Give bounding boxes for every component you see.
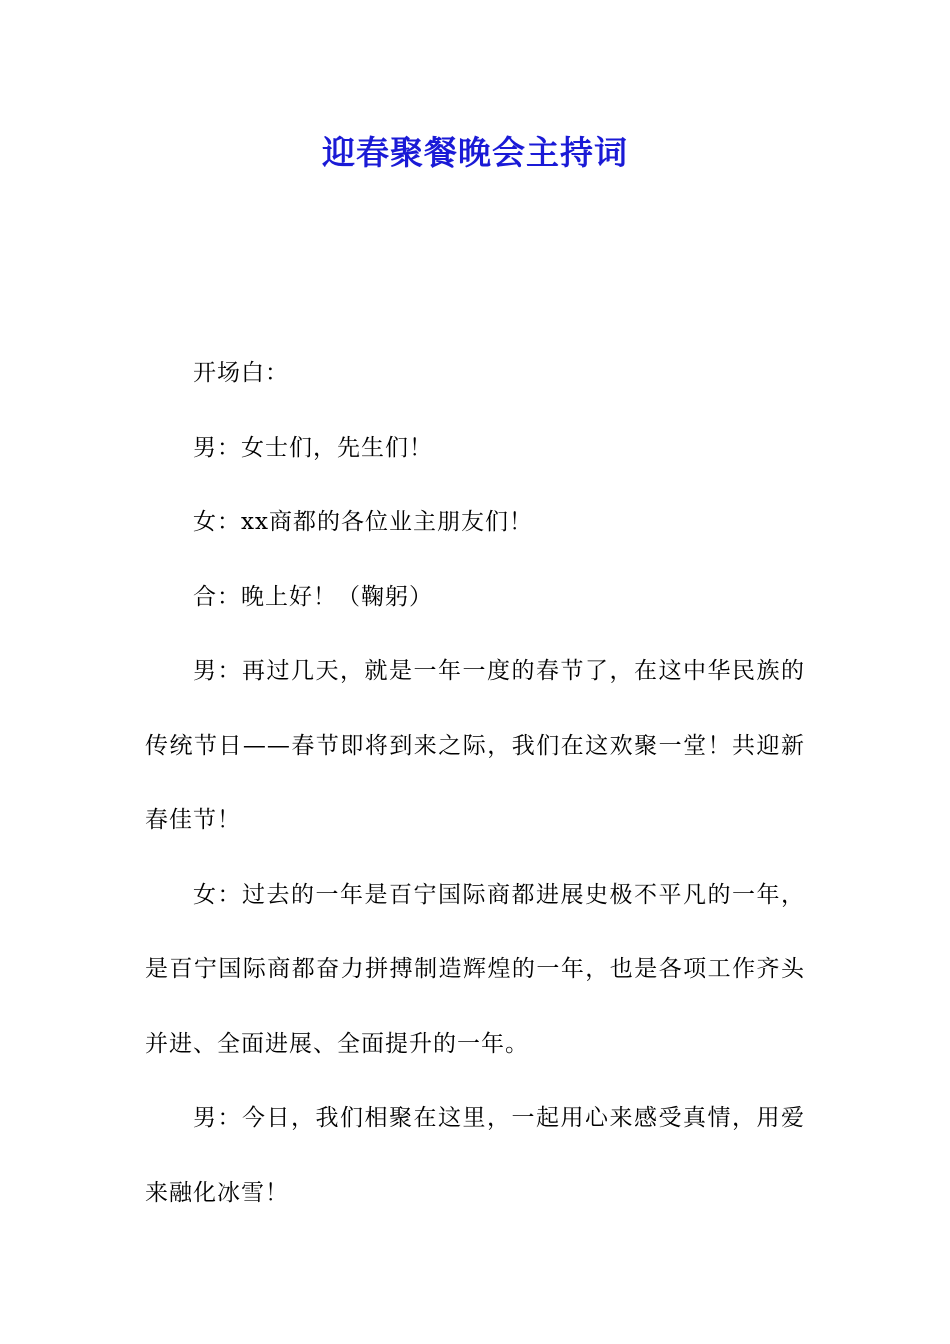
- paragraph-male-greeting: 男：女士们，先生们！: [193, 434, 433, 461]
- paragraph-opening: 开场白：: [193, 360, 289, 386]
- paragraph-female-greeting: 女：xx商都的各位业主朋友们！: [193, 509, 533, 535]
- document-body: [145, 336, 805, 1230]
- paragraph-female-past-year: 女：过去的一年是百宁国际商都进展史极不平凡的一年，是百宁国际商都奋力拼搏制造辉煌的一年，也是各项工作齐头并进、全面进展、全面提升的一年。: [145, 881, 805, 1057]
- paragraph-male-spring-festival: 男：再过几天，就是一年一度的春节了，在这中华民族的传统节日——春节即将到来之际，我们在这欢聚一堂！共迎新春佳节！: [145, 658, 805, 833]
- document-title: 迎春聚餐晚会主持词: [322, 133, 628, 172]
- paragraph-male-gathering: 男：今日，我们相聚在这里，一起用心来感受真情，用爱来融化冰雪！: [145, 1105, 805, 1206]
- paragraph-together-greeting: 合：晚上好！（鞠躬）: [193, 583, 433, 610]
